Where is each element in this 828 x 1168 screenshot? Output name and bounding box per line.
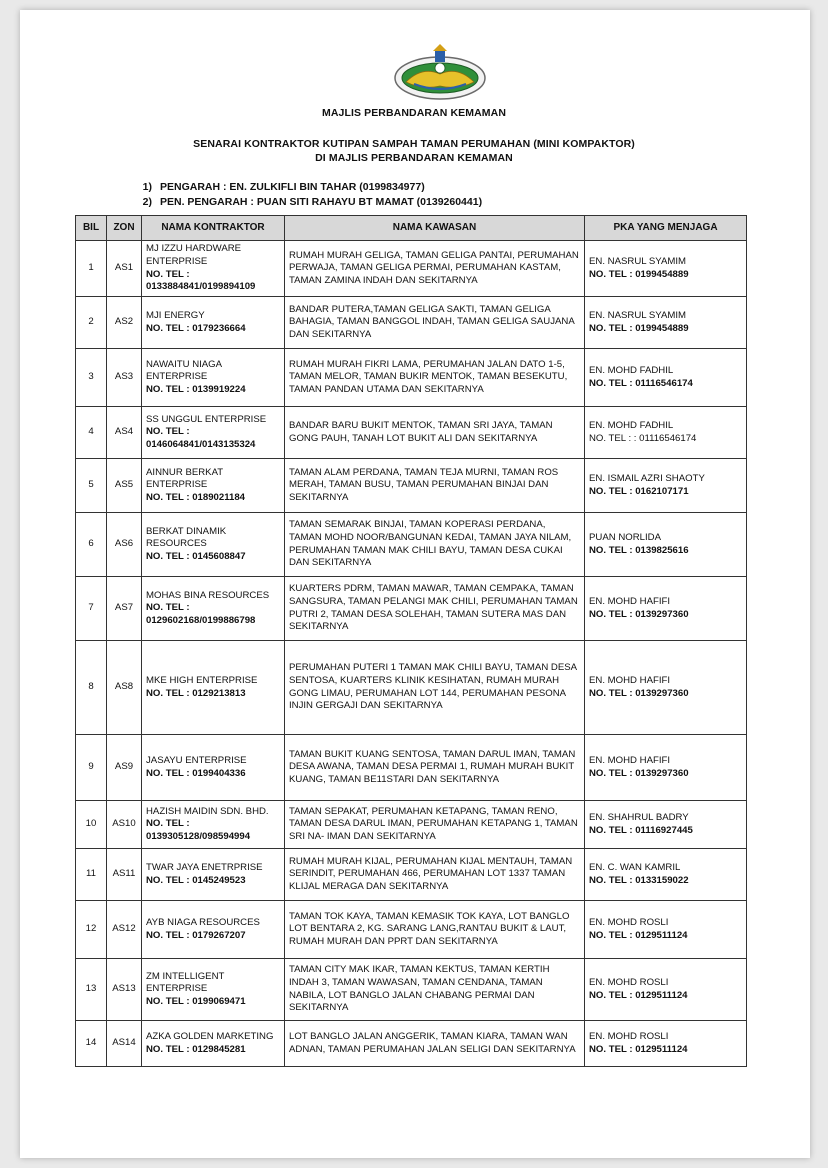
cell-area: BANDAR PUTERA,TAMAN GELIGA SAKTI, TAMAN GELIGA BAHAGIA, TAMAN BANGGOL INDAH, TAMAN GELIGA SAUJANA DAN SEKITARNYA (285, 297, 585, 349)
contractor-name: MOHAS BINA RESOURCES (146, 589, 270, 601)
director-line (130, 181, 425, 193)
cell-pka (585, 959, 747, 1021)
contractor-phone: NO. TEL : 0145249523 (146, 874, 246, 886)
contractor-name: MKE HIGH ENTERPRISE (146, 674, 258, 686)
cell-bil: 9 (76, 735, 107, 801)
cell-area: RUMAH MURAH GELIGA, TAMAN GELIGA PANTAI, PERUMAHAN PERWAJA, TAMAN GELIGA PERMAI, PERUMAHAN KASTAM, TAMAN ZAMINA INDAH DAN SEKITARNYA (285, 241, 585, 297)
pka-name: EN. C. WAN KAMRIL (589, 861, 681, 873)
cell-area: TAMAN SEMARAK BINJAI, TAMAN KOPERASI PERDANA, TAMAN MOHD NOOR/BANGUNAN KEDAI, TAMAN JAYA NILAM, PERUMAHAN TAMAN MAK CHILI BAYU, TAMAN DESA CUKAI DAN SEKITARNYA (285, 513, 585, 577)
cell-pka (585, 241, 747, 297)
header-area: NAMA KAWASAN (285, 216, 585, 241)
cell-area: TAMAN SEPAKAT, PERUMAHAN KETAPANG, TAMAN RENO, TAMAN DESA DARUL IMAN, PERUMAHAN KETAPANG 1, TAMAN SRI NA- IMAN DAN SEKITARNYA (285, 801, 585, 849)
cell-pka (585, 577, 747, 641)
document-page (20, 10, 810, 1158)
municipal-crest-logo (392, 44, 488, 102)
contractor-phone: NO. TEL : 0129213813 (146, 687, 246, 699)
pka-name: EN. MOHD HAFIFI (589, 674, 671, 686)
cell-zon: AS10 (107, 801, 142, 849)
contractor-name: HAZISH MAIDIN SDN. BHD. (146, 805, 269, 817)
table-row (76, 641, 747, 735)
contractor-phone: NO. TEL : 0199069471 (146, 995, 246, 1007)
contractor-name: ZM INTELLIGENT ENTERPRISE (146, 970, 225, 995)
pka-phone: NO. TEL : 01116546174 (589, 377, 693, 389)
cell-area: TAMAN BUKIT KUANG SENTOSA, TAMAN DARUL IMAN, TAMAN DESA AWANA, TAMAN DESA PERMAI 1, RUMAH MURAH BUKIT KUANG, TAMAN BE11STARI DAN SEKITARNYA (285, 735, 585, 801)
cell-bil: 3 (76, 349, 107, 407)
cell-pka (585, 641, 747, 735)
table-row (76, 297, 747, 349)
director-text: PENGARAH : EN. ZULKIFLI BIN TAHAR (0199834977) (160, 181, 425, 193)
cell-contractor (142, 241, 285, 297)
cell-pka (585, 1021, 747, 1067)
cell-area: TAMAN CITY MAK IKAR, TAMAN KEKTUS, TAMAN KERTIH INDAH 3, TAMAN WAWASAN, TAMAN CENDANA, TAMAN NABILA, LOT BANGLO JALAN CHABANG PERMAI DAN SEKITARNYA (285, 959, 585, 1021)
cell-area: PERUMAHAN PUTERI 1 TAMAN MAK CHILI BAYU, TAMAN DESA SENTOSA, KUARTERS KLINIK KESIHATAN, RUMAH MURAH GONG LIMAU, PERUMAHAN LOT 144, PERUMAHAN PESONA INJIN GERGAJI DAN SEKITARNYA (285, 641, 585, 735)
table-row (76, 901, 747, 959)
table-row (76, 735, 747, 801)
cell-contractor (142, 901, 285, 959)
header-bil: BIL (76, 216, 107, 241)
table-row (76, 349, 747, 407)
cell-contractor (142, 459, 285, 513)
contractor-name: BERKAT DINAMIK RESOURCES (146, 525, 227, 550)
table-row (76, 241, 747, 297)
cell-pka (585, 297, 747, 349)
cell-contractor (142, 1021, 285, 1067)
table-row (76, 959, 747, 1021)
pka-phone: NO. TEL : : 01116546174 (589, 432, 697, 444)
cell-bil: 8 (76, 641, 107, 735)
deputy-text: PEN. PENGARAH : PUAN SITI RAHAYU BT MAMAT (0139260441) (160, 196, 483, 208)
cell-contractor (142, 801, 285, 849)
pka-phone: NO. TEL : 01116927445 (589, 824, 693, 836)
organization-name: MAJLIS PERBANDARAN KEMAMAN (321, 107, 507, 119)
contractor-phone: NO. TEL : 0179236664 (146, 322, 246, 334)
contractor-phone: NO. TEL : 0189021184 (146, 491, 246, 503)
cell-area: BANDAR BARU BUKIT MENTOK, TAMAN SRI JAYA, TAMAN GONG PAUH, TANAH LOT BUKIT ALI DAN SEKITARNYA (285, 407, 585, 459)
pka-phone: NO. TEL : 0139297360 (589, 767, 689, 779)
pka-phone: NO. TEL : 0133159022 (589, 874, 689, 886)
cell-zon: AS11 (107, 849, 142, 901)
cell-contractor (142, 349, 285, 407)
cell-area: TAMAN TOK KAYA, TAMAN KEMASIK TOK KAYA, LOT BANGLO LOT BENTARA 2, KG. SARANG LANG,RANTAU BUKIT & LAUT, RUMAH MURAH DAN PPRT DAN SEKITARNYA (285, 901, 585, 959)
pka-phone: NO. TEL : 0162107171 (589, 485, 689, 497)
contractor-phone: NO. TEL : 0129845281 (146, 1043, 246, 1055)
cell-pka (585, 901, 747, 959)
director-number: 1) (142, 181, 152, 193)
table-row (76, 849, 747, 901)
pka-name: EN. MOHD ROSLI (589, 1030, 669, 1042)
pka-name: PUAN NORLIDA (589, 531, 661, 543)
contractor-phone: NO. TEL : 0139919224 (146, 383, 246, 395)
cell-pka (585, 735, 747, 801)
cell-zon: AS4 (107, 407, 142, 459)
cell-zon: AS6 (107, 513, 142, 577)
contractor-phone: NO. TEL : 0133884841/0199894109 (146, 268, 256, 293)
cell-zon: AS14 (107, 1021, 142, 1067)
pka-phone: NO. TEL : 0139297360 (589, 687, 689, 699)
pka-name: EN. NASRUL SYAMIM (589, 255, 687, 267)
cell-contractor (142, 297, 285, 349)
pka-name: EN. NASRUL SYAMIM (589, 309, 687, 321)
cell-contractor (142, 959, 285, 1021)
contractor-name: JASAYU ENTERPRISE (146, 754, 247, 766)
cell-bil: 12 (76, 901, 107, 959)
cell-zon: AS13 (107, 959, 142, 1021)
contractor-phone: NO. TEL : 0129602168/0199886798 (146, 602, 256, 626)
cell-zon: AS7 (107, 577, 142, 641)
cell-pka (585, 801, 747, 849)
cell-pka (585, 407, 747, 459)
pka-phone: NO. TEL : 0199454889 (589, 268, 689, 280)
contractor-name: AYB NIAGA RESOURCES (146, 916, 260, 928)
cell-pka (585, 459, 747, 513)
table-row (76, 1021, 747, 1067)
pka-name: EN. MOHD FADHIL (589, 364, 674, 376)
pka-phone: NO. TEL : 0139297360 (589, 608, 689, 620)
pka-phone: NO. TEL : 0129511124 (589, 989, 688, 1001)
cell-area: TAMAN ALAM PERDANA, TAMAN TEJA MURNI, TAMAN ROS MERAH, TAMAN BUSU, TAMAN PERUMAHAN BINJAI DAN SEKITARNYA (285, 459, 585, 513)
cell-bil: 5 (76, 459, 107, 513)
cell-zon: AS12 (107, 901, 142, 959)
cell-pka (585, 349, 747, 407)
cell-zon: AS8 (107, 641, 142, 735)
contractor-name: AINNUR BERKAT ENTERPRISE (146, 466, 223, 491)
contractor-name: AZKA GOLDEN MARKETING (146, 1030, 274, 1042)
cell-bil: 6 (76, 513, 107, 577)
cell-bil: 2 (76, 297, 107, 349)
contractor-name: TWAR JAYA ENETRPRISE (146, 861, 263, 873)
header-pka: PKA YANG MENJAGA (585, 216, 747, 241)
contractor-name: SS UNGGUL ENTERPRISE (146, 413, 267, 425)
pka-phone: NO. TEL : 0129511124 (589, 1043, 688, 1055)
cell-bil: 4 (76, 407, 107, 459)
table-header-row (76, 216, 747, 241)
deputy-director-line (130, 196, 482, 208)
cell-zon: AS3 (107, 349, 142, 407)
cell-contractor (142, 735, 285, 801)
cell-bil: 10 (76, 801, 107, 849)
contractor-phone: NO. TEL : 0199404336 (146, 767, 246, 779)
cell-bil: 13 (76, 959, 107, 1021)
pka-phone: NO. TEL : 0129511124 (589, 929, 688, 941)
cell-contractor (142, 407, 285, 459)
contractor-name: MJI ENERGY (146, 309, 205, 321)
contractor-phone: NO. TEL : 0179267207 (146, 929, 246, 941)
contractor-phone: NO. TEL : 0145608847 (146, 550, 246, 562)
cell-zon: AS5 (107, 459, 142, 513)
document-subtitle: DI MAJLIS PERBANDARAN KEMAMAN (315, 152, 513, 164)
cell-contractor (142, 577, 285, 641)
cell-zon: AS2 (107, 297, 142, 349)
table-row (76, 459, 747, 513)
cell-area: LOT BANGLO JALAN ANGGERIK, TAMAN KIARA, TAMAN WAN ADNAN, TAMAN PERUMAHAN JALAN SELIGI DAN SEKITARNYA (285, 1021, 585, 1067)
pka-name: EN. MOHD ROSLI (589, 976, 669, 988)
table-row (76, 407, 747, 459)
pka-name: EN. MOHD FADHIL (589, 419, 674, 431)
table-body (76, 241, 747, 1067)
cell-bil: 7 (76, 577, 107, 641)
pka-name: EN. MOHD HAFIFI (589, 595, 671, 607)
contractor-name: NAWAITU NIAGA ENTERPRISE (146, 358, 222, 383)
cell-contractor (142, 641, 285, 735)
cell-zon: AS1 (107, 241, 142, 297)
header-contractor: NAMA KONTRAKTOR (142, 216, 285, 241)
cell-zon: AS9 (107, 735, 142, 801)
cell-area: KUARTERS PDRM, TAMAN MAWAR, TAMAN CEMPAKA, TAMAN SANGSURA, TAMAN PELANGI MAK CHILI, PERUMAHAN TAMAN PUTRI 2, TAMAN DESA SOLEHAH, TAMAN SUTERA MAS DAN SEKITARNYA (285, 577, 585, 641)
cell-contractor (142, 849, 285, 901)
pka-name: EN. ISMAIL AZRI SHAOTY (589, 472, 705, 484)
cell-area: RUMAH MURAH FIKRI LAMA, PERUMAHAN JALAN DATO 1-5, TAMAN MELOR, TAMAN BUKIR MENTOK, TAMAN BESEKUTU, TAMAN PANDAN UTAMA DAN SEKITARNYA (285, 349, 585, 407)
cell-bil: 11 (76, 849, 107, 901)
document-title: SENARAI KONTRAKTOR KUTIPAN SAMPAH TAMAN PERUMAHAN (MINI KOMPAKTOR) (193, 138, 635, 150)
table-row (76, 801, 747, 849)
pka-phone: NO. TEL : 0139825616 (589, 544, 689, 556)
pka-name: EN. SHAHRUL BADRY (589, 811, 689, 823)
cell-bil: 1 (76, 241, 107, 297)
header-zon: ZON (107, 216, 142, 241)
contractor-name: MJ IZZU HARDWARE ENTERPRISE (146, 243, 242, 267)
pka-phone: NO. TEL : 0199454889 (589, 322, 689, 334)
pka-name: EN. MOHD ROSLI (589, 916, 669, 928)
deputy-number: 2) (142, 196, 152, 208)
table-row (76, 513, 747, 577)
cell-area: RUMAH MURAH KIJAL, PERUMAHAN KIJAL MENTAUH, TAMAN SERINDIT, PERUMAHAN 466, PERUMAHAN LOT 1337 TAMAN KLIJAL MERAGA DAN SEKITARNYA (285, 849, 585, 901)
contractor-table (75, 215, 747, 1067)
cell-pka (585, 849, 747, 901)
contractor-phone: NO. TEL : 0146064841/0143135324 (146, 426, 256, 450)
cell-contractor (142, 513, 285, 577)
cell-bil: 14 (76, 1021, 107, 1067)
table-row (76, 577, 747, 641)
cell-pka (585, 513, 747, 577)
contractor-phone: NO. TEL : 0139305128/098594994 (146, 818, 251, 842)
pka-name: EN. MOHD HAFIFI (589, 754, 671, 766)
